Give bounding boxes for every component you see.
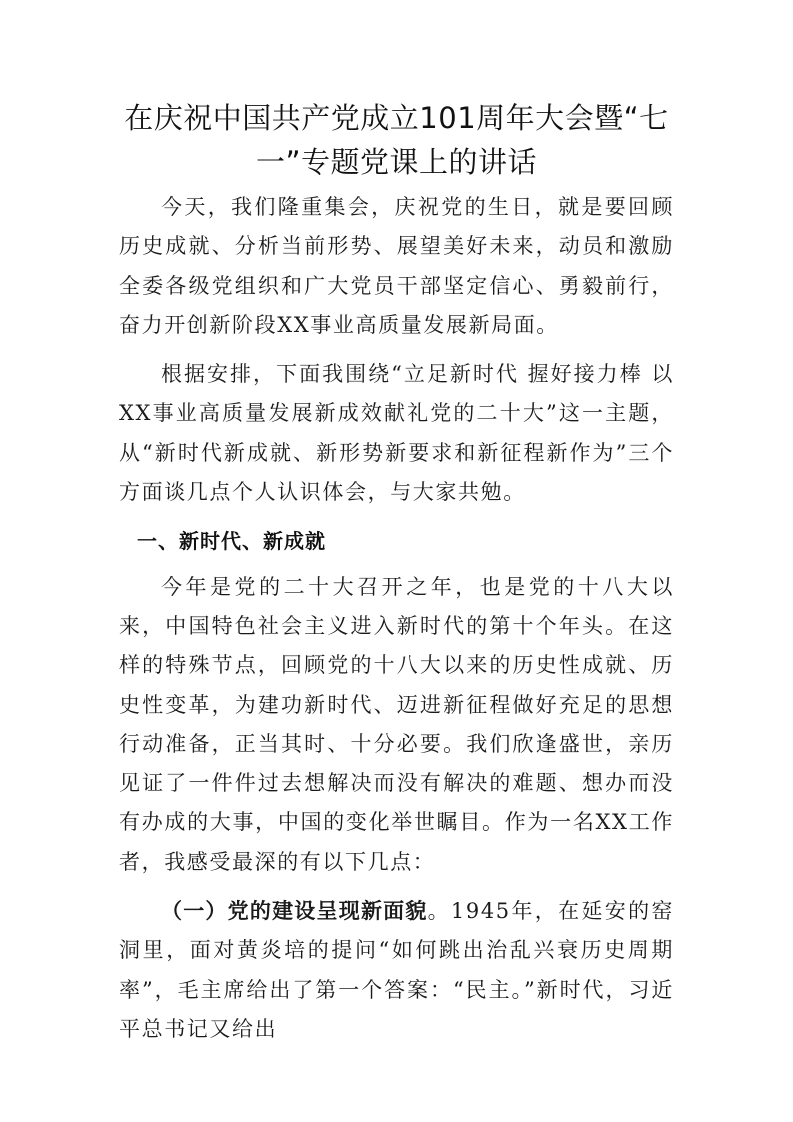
document-page	[119, 96, 674, 1049]
subsection-text: 。1945年，在延安的窑洞里，面对黄炎培的提问“如何跳出治乱兴衰历史周期率”，毛主席给出了第一个答案：“民主。”新时代，习近平总书记又给出	[119, 899, 674, 1041]
subsection-lead: （一）党的建设呈现新面貌	[161, 899, 428, 924]
section-paragraph-2	[119, 892, 674, 1049]
intro-paragraph-2: 根据安排，下面我围绕“立足新时代 握好接力棒 以XX事业高质量发展新成效献礼党的二十大”这一主题，从“新时代新成就、新形势新要求和新征程新作为”三个方面谈几点个人认识体会，与大家共勉。	[119, 362, 674, 505]
section-heading: 一、新时代、新成就	[137, 529, 326, 554]
section-paragraph-1: 今年是党的二十大召开之年，也是党的十八大以来，中国特色社会主义进入新时代的第十个年头。在这样的特殊节点，回顾党的十八大以来的历史性成就、历史性变革，为建功新时代、迈进新征程做好充足的思想行动准备，正当其时、十分必要。我们欣逢盛世，亲历见证了一件件过去想解决而没有解决的难题、想办而没有办成的大事，中国的变化举世瞩目。作为一名XX工作者，我感受最深的有以下几点：	[119, 574, 674, 874]
document-title: 在庆祝中国共产党成立101周年大会暨“七一”专题党课上的讲话	[124, 101, 669, 179]
intro-paragraph-1: 今天，我们隆重集会，庆祝党的生日，就是要回顾历史成就、分析当前形势、展望美好未来，动员和激励全委各级党组织和广大党员干部坚定信心、勇毅前行，奋力开创新阶段XX事业高质量发展新局面。	[119, 195, 674, 337]
